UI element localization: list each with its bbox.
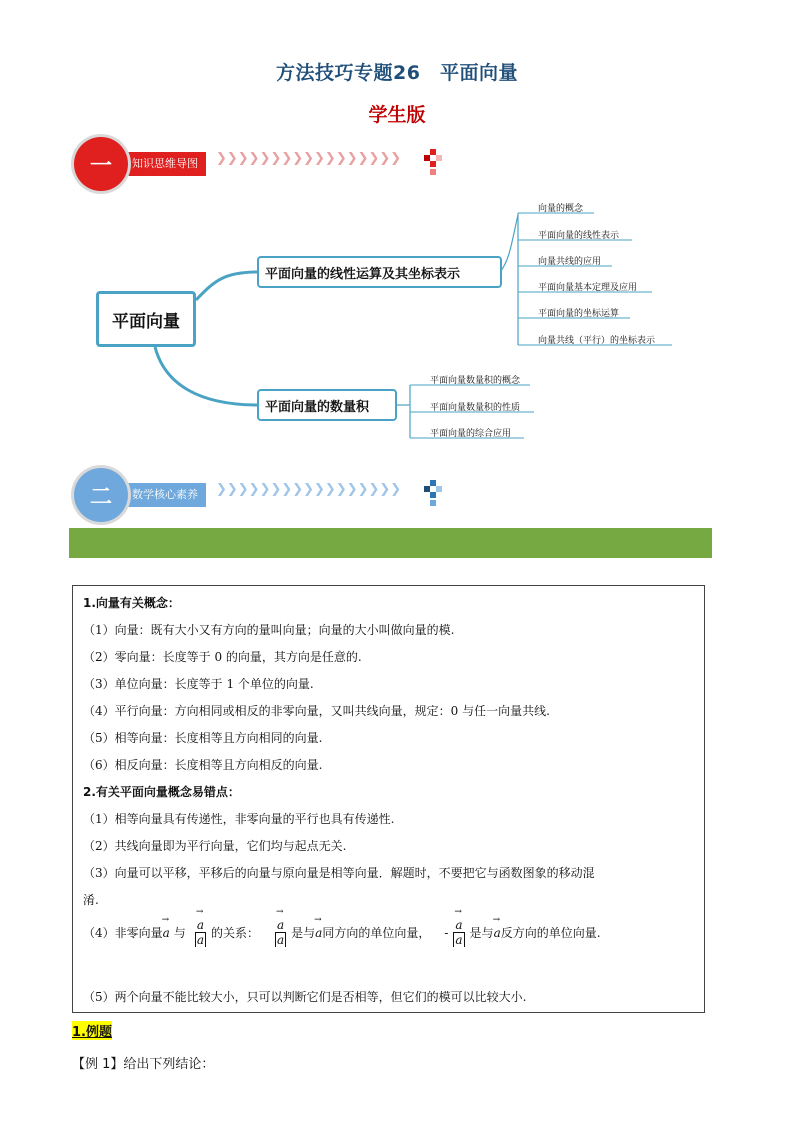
page-title: 方法技巧专题26 平面向量	[276, 62, 518, 84]
text-fragment: 是与	[469, 926, 494, 940]
text-fragment: （4）非零向量	[83, 926, 163, 940]
vector-magnitude: a	[276, 933, 285, 947]
mindmap-connectors	[0, 0, 794, 460]
chevron-arrows-icon: ❯❯❯❯❯❯❯❯❯❯❯❯❯❯❯❯❯	[216, 482, 402, 497]
heading-2: 2.有关平面向量概念易错点：	[83, 785, 240, 799]
mindmap-leaf: 平面向量数量积的性质	[430, 403, 521, 413]
text-line: （1）相等向量具有传递性，非零向量的平行也具有传递性.	[83, 812, 395, 826]
squares-deco-icon	[424, 480, 442, 510]
mindmap-leaf: 平面向量的坐标运算	[538, 309, 620, 319]
text-fragment: 是与	[291, 926, 316, 940]
text-fragment: 同方向的单位向量，	[322, 926, 431, 940]
section-header-2	[74, 468, 454, 522]
page-subtitle: 学生版	[368, 104, 426, 126]
example-section-title: 1.例题	[72, 1021, 112, 1040]
vector-a: → a	[494, 926, 501, 940]
text-fragment: 反方向的单位向量.	[500, 926, 601, 940]
vector-a: → a	[455, 918, 462, 932]
mindmap-root: 平面向量	[96, 291, 196, 347]
text-line: （6）相反向量：长度相等且方向相反的向量.	[83, 758, 323, 772]
vector-a: → a	[197, 918, 204, 932]
unit-vector-fraction	[451, 918, 466, 947]
text-line: （3）向量可以平移，平移后的向量与原向量是相等向量．解题时，不要把它与函数图象的移动混	[83, 866, 595, 880]
text-line: （2）共线向量即为平行向量，它们均与起点无关.	[83, 839, 347, 853]
mindmap-leaf: 平面向量基本定理及应用	[538, 283, 638, 293]
unit-vector-fraction	[193, 918, 208, 947]
mindmap-leaf: 向量的概念	[538, 204, 584, 214]
text-line: （1）向量：既有大小又有方向的量叫向量；向量的大小叫做向量的模.	[83, 623, 455, 637]
minus-sign: -	[444, 925, 449, 940]
heading-1: 1.向量有关概念：	[83, 596, 180, 610]
vector-magnitude: a	[196, 933, 204, 947]
mindmap-leaf: 向量共线（平行）的坐标表示	[538, 336, 656, 346]
example-1-text: 【例 1】给出下列结论：	[72, 1057, 215, 1072]
text-line: 淆.	[83, 893, 99, 907]
mindmap-branch-2: 平面向量的数量积	[257, 389, 397, 421]
vector-a: → a	[315, 926, 322, 940]
vector-a: → a	[277, 918, 284, 932]
concept-box	[72, 585, 705, 1013]
text-line: （2）零向量：长度等于 0 的向量，其方向是任意的.	[83, 650, 362, 664]
text-fragment: 与	[173, 926, 186, 940]
mindmap-leaf: 平面向量的综合应用	[430, 429, 512, 439]
unit-vector-fraction	[273, 918, 288, 947]
section-label: 知识思维导图	[122, 152, 206, 176]
text-line: （5）相等向量：长度相等且方向相同的向量.	[83, 731, 323, 745]
mindmap-leaf: 平面向量数量积的概念	[430, 376, 521, 386]
vector-magnitude: a	[455, 933, 463, 947]
chevron-arrows-icon: ❯❯❯❯❯❯❯❯❯❯❯❯❯❯❯❯❯	[216, 151, 402, 166]
text-line: （5）两个向量不能比较大小，只可以判断它们是否相等，但它们的模可以比较大小.	[83, 990, 527, 1004]
mindmap-branch-1: 平面向量的线性运算及其坐标表示	[257, 256, 502, 288]
section-label: 数学核心素养	[122, 483, 206, 507]
vector-a: → a	[163, 926, 170, 940]
mindmap-leaf: 向量共线的应用	[538, 257, 602, 267]
section-number-badge: 一	[74, 137, 128, 191]
section-number-badge: 二	[74, 468, 128, 522]
green-banner	[69, 528, 712, 558]
formula-line	[83, 918, 601, 947]
text-fragment: 的关系：	[210, 926, 259, 940]
text-line: （3）单位向量：长度等于 1 个单位的向量.	[83, 677, 314, 691]
text-line: （4）平行向量：方向相同或相反的非零向量，又叫共线向量，规定：0 与任一向量共线.	[83, 704, 550, 718]
mindmap-leaf: 平面向量的线性表示	[538, 231, 620, 241]
